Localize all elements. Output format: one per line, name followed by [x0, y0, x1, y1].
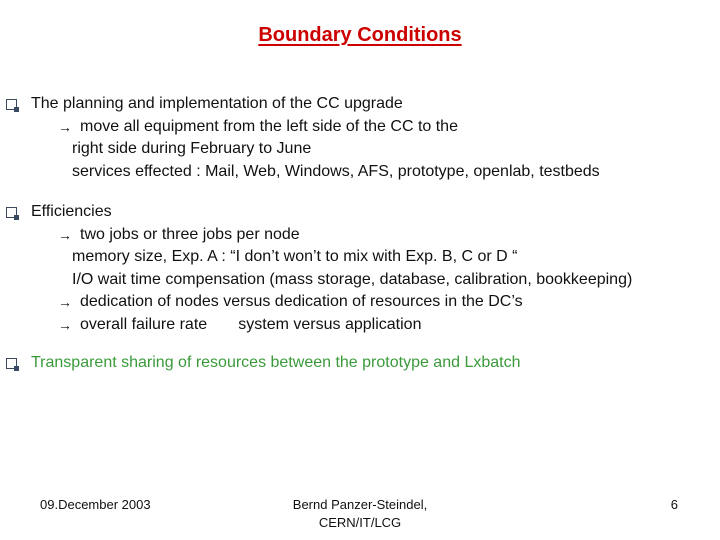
sub-line: memory size, Exp. A : “I don’t won’t to mix with Exp. B, C or D “	[72, 248, 518, 265]
footer-author	[0, 496, 720, 532]
arrow-right-icon: →	[58, 294, 72, 310]
footer-author-name: Bernd Panzer-Steindel,	[292, 497, 428, 512]
bullet-text: Efficiencies	[31, 203, 112, 220]
sub-line: services effected : Mail, Web, Windows, AFS, prototype, openlab, testbeds	[72, 162, 600, 180]
footer-author-org: CERN/IT/LCG	[318, 515, 402, 530]
slide-title: Boundary Conditions	[258, 24, 462, 46]
footer-date: 09.December 2003	[40, 497, 151, 512]
sub-line: I/O wait time compensation (mass storage, database, calibration, bookkeeping)	[72, 270, 633, 288]
sub-line: dedication of nodes versus dedication of resources in the DC’s	[80, 293, 523, 310]
sub-line: move all equipment from the left side of the CC to the	[80, 117, 458, 135]
arrow-right-icon: →	[58, 226, 72, 243]
sub-line: two jobs or three jobs per node	[80, 225, 300, 243]
bullet-text: Transparent sharing of resources between the prototype and Lxbatch	[31, 354, 521, 371]
arrow-right-icon: →	[58, 316, 72, 333]
bullet-efficiencies	[6, 201, 706, 336]
arrow-right-icon: →	[58, 118, 72, 135]
bullet-cc-upgrade	[6, 93, 706, 183]
bullet-transparent-sharing	[6, 352, 706, 375]
sub-line: overall failure rate system versus application	[80, 315, 422, 333]
square-bullet-icon	[6, 358, 17, 369]
square-bullet-icon	[6, 99, 17, 110]
square-bullet-icon	[6, 207, 17, 218]
sub-line: right side during February to June	[72, 140, 312, 157]
page-number: 6	[670, 497, 678, 512]
bullet-text: The planning and implementation of the CC upgrade	[31, 95, 403, 112]
